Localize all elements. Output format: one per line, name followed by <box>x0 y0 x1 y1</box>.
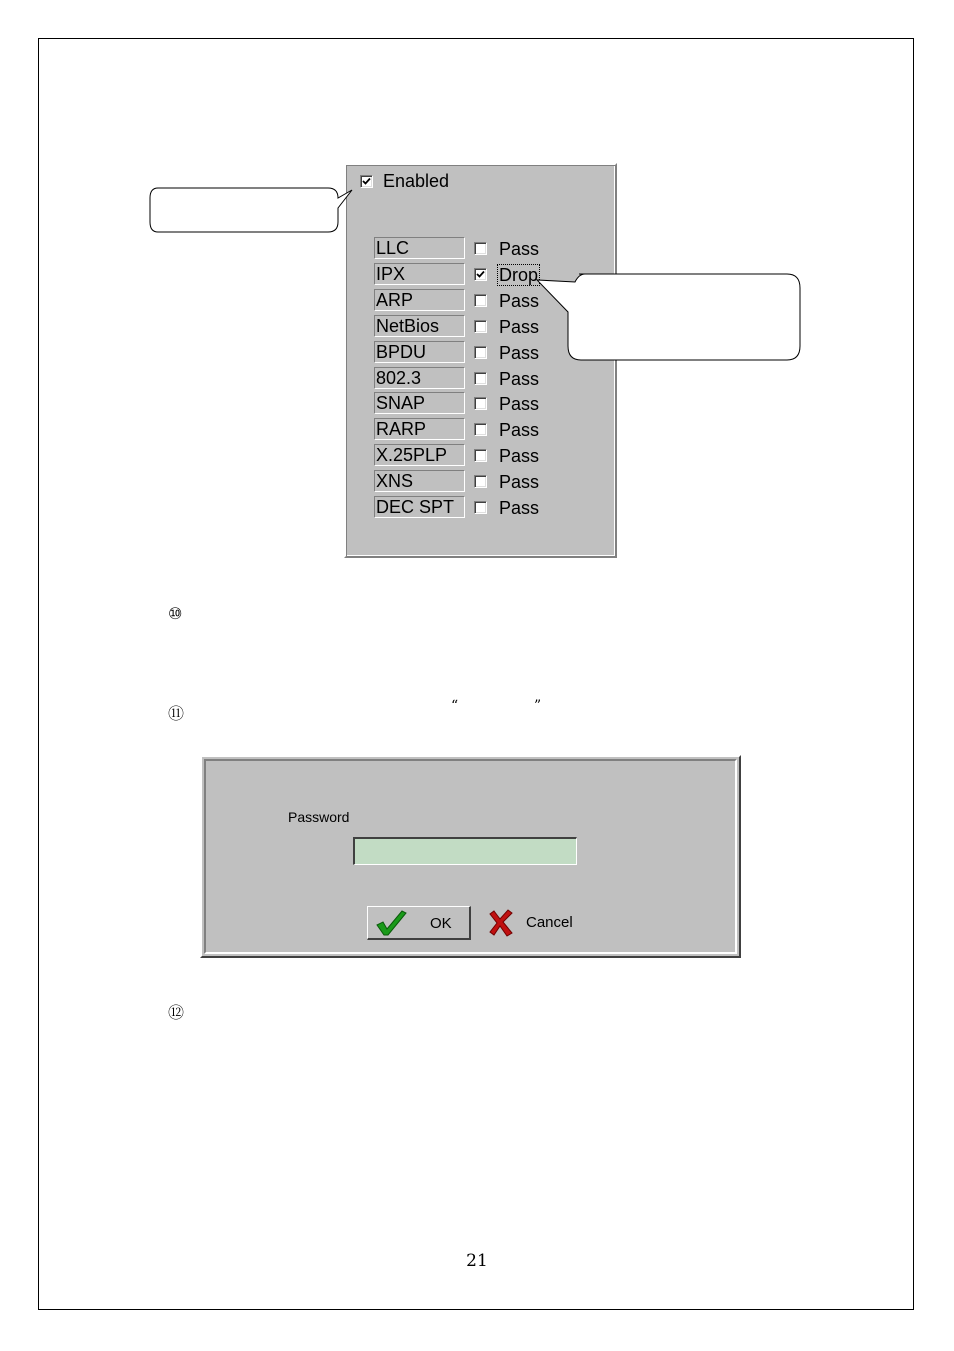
protocol-row <box>374 418 614 442</box>
ok-button-label: OK <box>430 915 452 932</box>
checkmark-icon <box>476 270 485 279</box>
protocol-name-field: LLC <box>374 237 465 259</box>
protocol-row <box>374 444 614 468</box>
enabled-checkbox[interactable] <box>360 175 373 188</box>
protocol-action-label: Pass <box>499 472 540 492</box>
checkmark-icon <box>362 177 371 186</box>
password-label: Password <box>288 809 350 825</box>
step-10-marker: ⑩ <box>168 604 183 623</box>
protocol-action-label: Pass <box>499 446 540 466</box>
protocol-action-checkbox[interactable] <box>474 501 487 514</box>
protocol-action-label: Pass <box>499 369 540 389</box>
protocol-row <box>374 392 614 416</box>
protocol-action-label: Pass <box>499 343 540 363</box>
protocol-action-checkbox[interactable] <box>474 423 487 436</box>
password-input[interactable] <box>353 837 577 865</box>
protocol-name-field: X.25PLP <box>374 444 465 466</box>
protocol-name-field: RARP <box>374 418 465 440</box>
callout-enabled <box>148 186 354 236</box>
protocol-action-label: Pass <box>499 498 540 518</box>
protocol-action-checkbox[interactable] <box>474 242 487 255</box>
protocol-name-field: 802.3 <box>374 367 465 389</box>
cross-icon <box>488 909 516 942</box>
open-quote: “ <box>451 698 459 714</box>
protocol-name-field: XNS <box>374 470 465 492</box>
protocol-action-checkbox[interactable] <box>474 475 487 488</box>
protocol-name-field: IPX <box>374 263 465 285</box>
cancel-button-label: Cancel <box>526 914 573 931</box>
protocol-action-checkbox[interactable] <box>474 397 487 410</box>
password-dialog <box>200 755 741 958</box>
protocol-action-checkbox[interactable] <box>474 449 487 462</box>
step-12-marker: ⑫ <box>168 1003 185 1022</box>
checkmark-icon <box>374 909 408 942</box>
protocol-action-checkbox[interactable] <box>474 320 487 333</box>
enabled-label: Enabled <box>383 171 450 191</box>
protocol-action-label: Drop <box>499 265 539 285</box>
protocol-action-label: Pass <box>499 420 540 440</box>
protocol-name-field: SNAP <box>374 392 465 414</box>
protocol-action-label: Pass <box>499 239 540 259</box>
protocol-name-field: DEC SPT <box>374 496 465 518</box>
cancel-button[interactable] <box>486 906 586 940</box>
protocol-name-field: NetBios <box>374 315 465 337</box>
protocol-row <box>374 470 614 494</box>
protocol-row <box>374 237 614 261</box>
password-dialog-frame <box>204 759 737 954</box>
protocol-action-checkbox[interactable] <box>474 294 487 307</box>
page-number: 21 <box>466 1251 488 1271</box>
protocol-action-label: Pass <box>499 291 540 311</box>
protocol-name-field: ARP <box>374 289 465 311</box>
protocol-action-checkbox[interactable] <box>474 346 487 359</box>
protocol-action-label: Pass <box>499 317 540 337</box>
ok-button[interactable] <box>367 906 471 940</box>
protocol-row <box>374 367 614 391</box>
protocol-row <box>374 496 614 520</box>
protocol-action-label: Pass <box>499 394 540 414</box>
step-11-marker: ⑪ <box>168 704 185 723</box>
close-quote: ” <box>534 698 542 714</box>
protocol-action-checkbox[interactable] <box>474 268 487 281</box>
callout-drop <box>535 272 803 364</box>
protocol-action-checkbox[interactable] <box>474 372 487 385</box>
protocol-name-field: BPDU <box>374 341 465 363</box>
